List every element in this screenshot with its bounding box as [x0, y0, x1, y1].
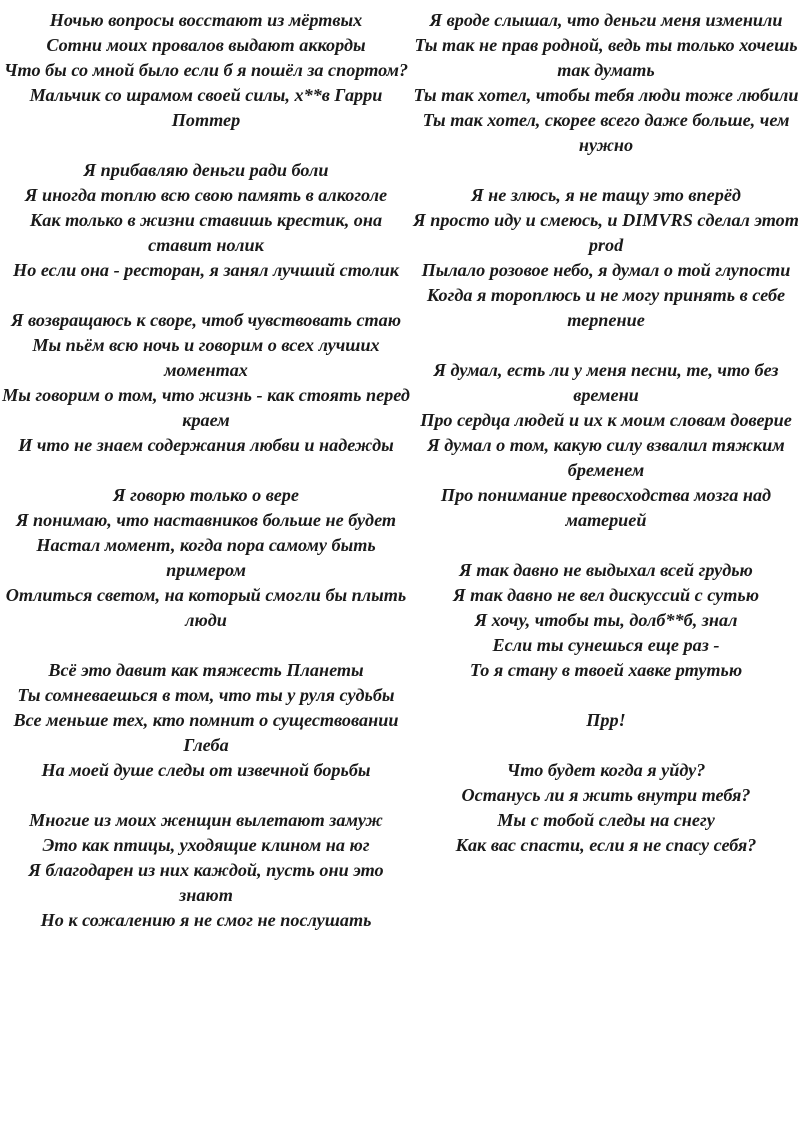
lyric-line: Но к сожалению я не смог не послушать	[40, 910, 372, 930]
stanza	[412, 8, 800, 158]
lyric-line: Всё это давит как тяжесть Планеты	[48, 660, 364, 680]
stanza	[412, 358, 800, 533]
lyric-line: Я прибавляю деньги ради боли	[83, 160, 329, 180]
lyric-line: Я просто иду и смеюсь, и DIMVRS сделал этот prod	[413, 210, 799, 255]
lyric-line: Я возвращаюсь к своре, чтоб чувствовать стаю	[10, 310, 402, 330]
stanza	[412, 708, 800, 733]
lyric-line: Я хочу, чтобы ты, долб**б, знал	[474, 610, 738, 630]
lyric-line: Я иногда топлю всю свою память в алкоголе	[24, 185, 388, 205]
lyric-line: Сотни моих провалов выдают аккорды	[46, 35, 366, 55]
lyric-line: Я так давно не вел дискуссий с сутью	[453, 585, 759, 605]
lyric-line: Мальчик со шрамом своей силы, х**в Гарри Поттер	[29, 85, 383, 130]
lyric-line: Ты так не прав родной, ведь ты только хочешь так думать	[414, 35, 798, 80]
stanza	[412, 758, 800, 858]
lyric-line: Я благодарен из них каждой, пусть они это знают	[28, 860, 384, 905]
lyric-line: Я так давно не выдыхал всей грудью	[459, 560, 753, 580]
lyric-line: Я понимаю, что наставников больше не будет	[15, 510, 397, 530]
stanza	[0, 483, 412, 633]
lyric-line: Мы говорим о том, что жизнь - как стоять перед краем	[2, 385, 410, 430]
lyric-line: Я не злюсь, я не тащу это вперёд	[471, 185, 741, 205]
lyric-line: Про понимание превосходства мозга над материей	[440, 485, 772, 530]
lyric-line: Мы с тобой следы на снегу	[497, 810, 715, 830]
lyric-line: На моей душе следы от извечной борьбы	[41, 760, 371, 780]
lyric-line: Пылало розовое небо, я думал о той глупости	[421, 260, 791, 280]
lyric-line: Это как птицы, уходящие клином на юг	[42, 835, 370, 855]
lyric-line: Когда я тороплюсь и не могу принять в себе терпение	[426, 285, 786, 330]
stanza	[0, 158, 412, 283]
lyric-line: Я думал о том, какую силу взвалил тяжким бременем	[427, 435, 785, 480]
lyric-line: Многие из моих женщин вылетают замуж	[29, 810, 383, 830]
lyric-line: Я думал, есть ли у меня песни, те, что без времени	[433, 360, 779, 405]
lyric-line: Настал момент, когда пора самому быть примером	[36, 535, 376, 580]
lyric-line: Если ты сунешься еще раз -	[492, 635, 720, 655]
lyric-line: Я вроде слышал, что деньги меня изменили	[429, 10, 783, 30]
lyric-line: Прр!	[586, 710, 626, 730]
lyric-line: Как только в жизни ставишь крестик, она ставит нолик	[29, 210, 383, 255]
lyric-line: Что будет когда я уйду?	[506, 760, 706, 780]
lyric-line: Отлиться светом, на который смогли бы плыть люди	[5, 585, 407, 630]
stanza	[0, 8, 412, 133]
lyric-line: Но если она - ресторан, я занял лучший столик	[13, 260, 399, 280]
lyric-line: Ты так хотел, чтобы тебя люди тоже любили	[413, 85, 799, 105]
lyric-line: Про сердца людей и их к моим словам доверие	[420, 410, 792, 430]
lyric-line: Ты сомневаешься в том, что ты у руля судьбы	[17, 685, 395, 705]
lyric-line: То я стану в твоей хавке ртутью	[469, 660, 743, 680]
lyric-line: Останусь ли я жить внутри тебя?	[461, 785, 751, 805]
lyric-line: Как вас спасти, если я не спасу себя?	[455, 835, 757, 855]
lyric-line: Все меньше тех, кто помнит о существовании Глеба	[13, 710, 399, 755]
lyric-line: Мы пьём всю ночь и говорим о всех лучших моментах	[32, 335, 380, 380]
stanza	[412, 558, 800, 683]
lyric-line: Ты так хотел, скорее всего даже больше, чем нужно	[422, 110, 790, 155]
lyric-line: Я говорю только о вере	[113, 485, 299, 505]
stanza	[0, 808, 412, 933]
lyric-line: Что бы со мной было если б я пошёл за спортом?	[3, 60, 409, 80]
stanza	[412, 183, 800, 333]
lyric-line: И что не знаем содержания любви и надежды	[18, 435, 394, 455]
lyrics-right-column	[412, 0, 800, 1145]
stanza	[0, 658, 412, 783]
stanza	[0, 308, 412, 458]
lyric-line: Ночью вопросы восстают из мёртвых	[49, 10, 363, 30]
